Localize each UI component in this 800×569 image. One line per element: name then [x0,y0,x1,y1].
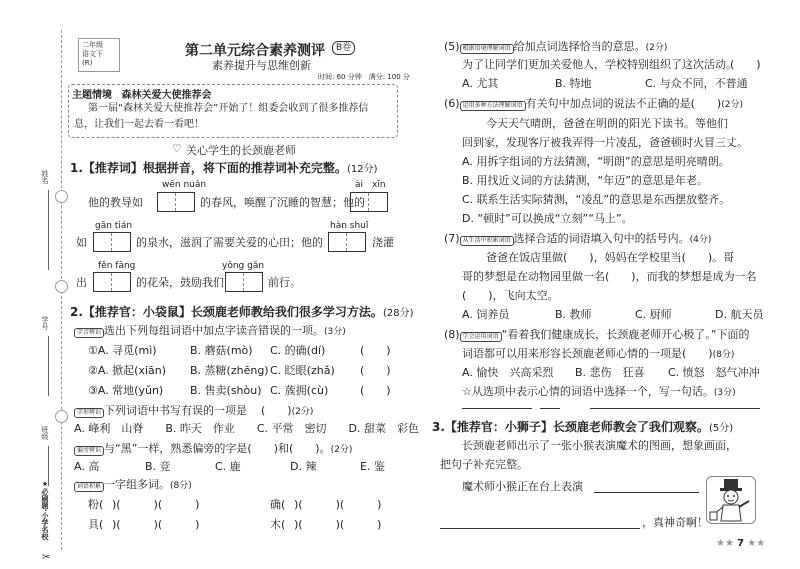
option[interactable]: C. 联系生活实际猜测，“凌乱”的意思是东西摆放整齐。 [462,193,731,206]
q2-s2-options: A. 峰利 山脊 B. 昨天 作业 C. 平常 密切 D. 甜菜 彩色 [74,422,419,435]
option[interactable]: C. 与众不同，不普通 [645,77,748,90]
q5-sentence: 为了让同学们更加关爱他人，学校特别组织了这次活动。 [462,58,737,71]
option[interactable]: D. 辣 [290,460,317,473]
answer-box[interactable] [93,272,131,292]
q3-line-4: ，真神奇啊！ [642,516,708,529]
q3-line-2: 把句子补充完整。 [440,458,528,471]
text: 的泉水，滋润了需要关爱的心田；他的 [136,236,323,249]
option[interactable]: ①A. 寻觅(mì) [88,344,157,357]
q6-stem: (6) 运用多种方法理解词语 有关句中加点词的说法不正确的是( )(2分) [444,97,743,110]
option[interactable]: B. 教师 [555,308,592,321]
word-blanks[interactable]: )( )( ) [294,498,382,511]
word-char: 具( [88,518,104,531]
q2-s1: 字音辨识 选出下列每组词语中加点字读音错误的一项。(3分) [74,324,346,339]
scenario-title: 森林关爱大使推荐会 [121,90,212,101]
option[interactable]: B. 售卖(shòu) [190,384,262,397]
pinyin: fěn fāng [98,261,136,271]
part-heading: 关心学生的长颈鹿老师 [186,144,296,157]
answer-box[interactable] [93,232,131,252]
option[interactable]: A. 高 [74,460,100,473]
text: 前行。 [268,276,301,289]
pinyin: wēn nuǎn [162,180,207,190]
option[interactable]: B. 蒸糖(zhēng) [190,364,269,377]
option[interactable]: B. 悲伤 狂喜 [575,366,667,379]
hole [55,280,68,293]
write-line[interactable] [590,408,760,409]
scenario-heading [72,86,211,101]
option[interactable]: A. 用拆字组词的方法猜测，“明朗”的意思是明亮晴朗。 [462,155,730,168]
q2-title: 2.【推荐官：小袋鼠】长颈鹿老师教给我们很多学习方法。(28分) [70,305,414,319]
word-blanks[interactable]: )( )( ) [294,518,382,531]
scenario-line-2: 息，让我们一起去看一看吧！ [74,119,204,130]
q7-passage-3: ( )，飞向太空。 [462,289,559,302]
page-subtitle: 素养提升与思维创新 [212,59,311,72]
name-line [48,190,49,270]
edition-code: (R) [82,59,93,67]
word-blanks[interactable]: )( )( ) [112,498,200,511]
pinyin: yǒng gǎn [222,261,265,271]
q3-title: 3.【推荐官：小狮子】长颈鹿老师教会了我们观察。(5分) [432,420,734,434]
pinyin: ài xīn [355,180,386,190]
id-label: 学号 [41,316,49,330]
option[interactable]: C. 鹿 [215,460,241,473]
id-line [48,336,49,396]
option[interactable]: C. 蔟拥(cù) [270,384,329,397]
heart-icon: ♡ [172,142,182,155]
grade: 二年级 [82,41,103,49]
q1-title: 1.【推荐词】根据拼音，将下面的推荐词补充完整。(12分) [70,161,378,175]
scenario-line-1: 第一届“森林关爱大使推荐会”开始了！组委会收到了很多推荐信 [88,103,369,114]
option[interactable]: ②A. 掀起(xiān) [88,364,167,377]
q8-stem-2: 词语都可以用来形容长颈鹿老师心情的一项是( )(8分) [462,347,735,360]
q6-passage-1: 今天天气晴朗，爸爸在明朗的阳光下读书。等他们 [486,117,728,130]
text: 如 [76,236,87,249]
scissors-icon: ✂ [42,552,51,563]
exam-time: 时间: 60 分钟 满分: 100 分 [318,73,410,81]
page-number: ★★ 7 ★★ [716,538,766,549]
q5-stem: (5) 根据语境理解词语 给加点词选择恰当的意思。(2分) [444,40,668,53]
q7-passage-2: 哥的梦想是在动物园里做一名( )，而我的梦想是成为一名 [462,270,757,283]
option[interactable]: B. 竞 [145,460,171,473]
option[interactable]: B. 用找近义词的方法猜测，“年迈”的意思是年老。 [462,174,708,187]
option[interactable]: C. 的确(dí) [270,344,326,357]
option[interactable]: B. 特地 [555,77,592,90]
write-line[interactable] [440,528,640,529]
option[interactable]: A. 饲养员 [462,308,510,321]
answer-blank[interactable]: ( ) [730,58,761,71]
answer-box[interactable] [350,192,388,212]
q8-write: ☆从选项中表示心情的词语中选择一个，写一句话。(3分) [462,385,736,398]
answer-box[interactable] [328,232,366,252]
text: 出 [76,276,87,289]
q7-passage-1: 爸爸在饭店里做( )，妈妈在学校里当( )。哥 [486,251,735,264]
answer-box[interactable] [225,272,263,292]
class-label: 班级 [41,426,49,440]
q8-stem: (8) 学会运用词语 “看着我们健康成长，长颈鹿老师开心极了。”下面的 [444,328,750,341]
name-label: 姓名 [41,170,49,184]
text: 的春风，唤醒了沉睡的智慧；他的 [200,196,365,209]
brand-text: ★必刷题·小学名校 [41,480,49,540]
hole [55,190,68,203]
q2-s4: 词语积累 一字组多词。(8分) [74,478,192,493]
word-char: 确( [270,498,286,511]
q6-passage-2: 回到家，发现客厅被我弄得一片凌乱，爸爸顿时火冒三丈。 [462,136,748,149]
subject: 语文下 [82,50,103,58]
option[interactable]: A. 愉快 兴高采烈 [462,366,554,379]
hole [55,410,68,423]
option[interactable]: B. 蘑菇(mò) [190,344,253,357]
word-blanks[interactable]: )( )( ) [112,518,200,531]
q2-s2: 字形辨识 下列词语中书写有误的一项是 ( )(2分) [74,404,313,419]
page-title: 第二单元综合素养测评 [185,43,325,59]
answer-blank[interactable]: ( ) [360,364,391,377]
q3-line-1: 长颈鹿老师出示了一张小猴表演魔术的图画，想象画面， [462,439,737,452]
write-line[interactable] [540,408,560,409]
option[interactable]: D. “顿时”可以换成“立刻”“马上”。 [462,212,633,225]
grade-box [78,38,120,72]
option[interactable]: C. 厨师 [635,308,672,321]
option[interactable]: D. 航天员 [715,308,764,321]
q2-s3: 偏旁辨识 与“黑”一样，熟悉偏旁的字是( )和( )。(2分) [74,442,352,457]
option[interactable]: C. 愤怒 怒气冲冲 [668,366,760,379]
answer-blank[interactable]: ( ) [360,384,391,397]
write-line[interactable] [462,408,532,409]
answer-blank[interactable]: ( ) [360,344,391,357]
option[interactable]: E. 鉴 [360,460,385,473]
exam-badge: B卷 [332,41,355,55]
text: 他的教导如 [88,196,143,209]
word-char: 粉( [88,498,104,511]
word-char: 木( [270,518,286,531]
answer-box[interactable] [157,192,195,212]
option[interactable]: C. 眨眼(zhǎ) [270,364,335,377]
pinyin: hàn shuǐ [330,221,369,231]
option[interactable]: ③A. 常地(yǔn) [88,384,164,397]
text: 的花朵，鼓励我们 [136,276,224,289]
scenario-label: 主题情境 [72,90,112,101]
text: 浇灌 [372,236,394,249]
pinyin: gān tián [95,221,133,231]
monkey-magician-illustration [706,476,756,524]
write-line[interactable] [594,492,699,493]
q3-line-3: 魔术师小猴正在台上表演 [462,480,583,493]
option[interactable]: A. 尤其 [462,77,499,90]
q7-stem: (7) 从生活中积累词语 选择合适的词语填入句中的括号内。(4分) [444,232,712,245]
